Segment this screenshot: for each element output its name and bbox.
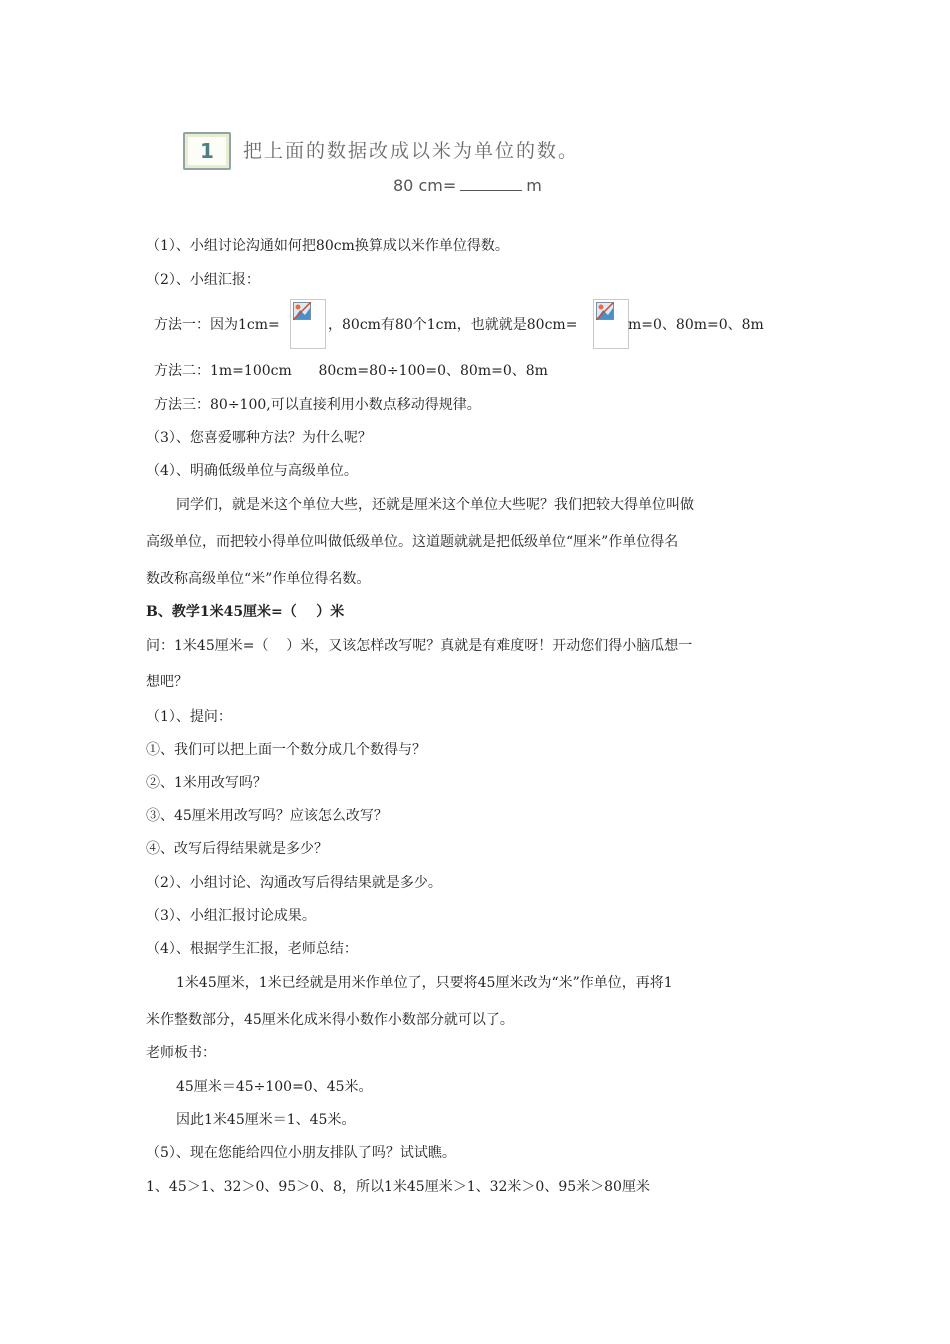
step-2: （2）、小组汇报：	[146, 272, 260, 288]
formula-blank	[460, 189, 522, 191]
paragraph-1-line-3: 数改称高级单位“米”作单位得名数。	[146, 571, 371, 587]
circled-question-2: ②、1米用改写吗？	[146, 775, 267, 791]
method-3: 方法三：80÷100,可以直接利用小数点移动得规律。	[154, 397, 481, 413]
sub-step-1: （1）、提问：	[146, 709, 232, 725]
step-4: （4）、明确低级单位与高级单位。	[146, 463, 358, 479]
figure-formula	[393, 176, 542, 195]
step-3: （3）、您喜爱哪种方法？为什么呢？	[146, 430, 372, 446]
paragraph-2-line-2: 米作整数部分，45厘米化成米得小数作小数部分就可以了。	[146, 1012, 514, 1028]
method-1-part-a: 方法一：因为1cm=	[154, 317, 280, 333]
question-line-2: 想吧？	[146, 674, 188, 690]
figure-instruction: 把上面的数据改成以米为单位的数。	[243, 140, 580, 162]
broken-image-icon	[293, 302, 311, 320]
circled-question-1: ①、我们可以把上面一个数分成几个数得与？	[146, 742, 426, 758]
sub-step-2: （2）、小组讨论、沟通改写后得结果就是多少。	[146, 875, 442, 891]
method-1-part-c: m=0、80m=0、8m	[628, 317, 764, 333]
textbook-figure	[183, 130, 583, 202]
sub-step-5: （5）、现在您能给四位小朋友排队了吗？试试瞧。	[146, 1145, 456, 1161]
board-label: 老师板书：	[146, 1045, 216, 1061]
board-line-2: 因此1米45厘米＝1、45米。	[176, 1112, 356, 1128]
paragraph-1-line-1: 同学们，就是米这个单位大些，还就是厘米这个单位大些呢？我们把较大得单位叫做	[176, 497, 694, 513]
fraction-image-2	[593, 299, 629, 349]
circled-question-4: ④、改写后得结果就是多少？	[146, 841, 328, 857]
fraction-image-1	[290, 299, 326, 349]
method-2: 方法二：1m=100cm 80cm=80÷100=0、80m=0、8m	[154, 363, 548, 379]
question-line-1: 问：1米45厘米=（ ）米，又该怎样改写呢？真就是有难度呀！开动您们得小脑瓜想一	[146, 638, 693, 654]
sub-step-4: （4）、根据学生汇报，老师总结：	[146, 941, 358, 957]
exercise-number: 1	[200, 139, 214, 163]
formula-unit: m	[526, 176, 542, 195]
section-b-heading: B、教学1米45厘米=（ ）米	[146, 604, 345, 620]
paragraph-2-line-1: 1米45厘米，1米已经就是用米作单位了，只要将45厘米改为“米”作单位，再将1	[176, 975, 673, 991]
broken-image-icon	[596, 302, 614, 320]
method-1-part-b: ，80cm有80个1cm，也就就是80cm=	[328, 317, 578, 333]
paragraph-1-line-2: 高级单位，而把较小得单位叫做低级单位。这道题就就是把低级单位“厘米”作单位得名	[146, 534, 679, 550]
exercise-number-badge	[183, 132, 231, 170]
formula-left: 80 cm=	[393, 176, 457, 195]
comparison-result: 1、45＞1、32＞0、95＞0、8，所以1米45厘米＞1、32米＞0、95米＞80厘米	[146, 1179, 650, 1195]
sub-step-3: （3）、小组汇报讨论成果。	[146, 908, 316, 924]
circled-question-3: ③、45厘米用改写吗？应该怎么改写？	[146, 808, 388, 824]
board-line-1: 45厘米＝45÷100=0、45米。	[176, 1079, 373, 1095]
step-1: （1）、小组讨论沟通如何把80cm换算成以米作单位得数。	[146, 238, 509, 254]
